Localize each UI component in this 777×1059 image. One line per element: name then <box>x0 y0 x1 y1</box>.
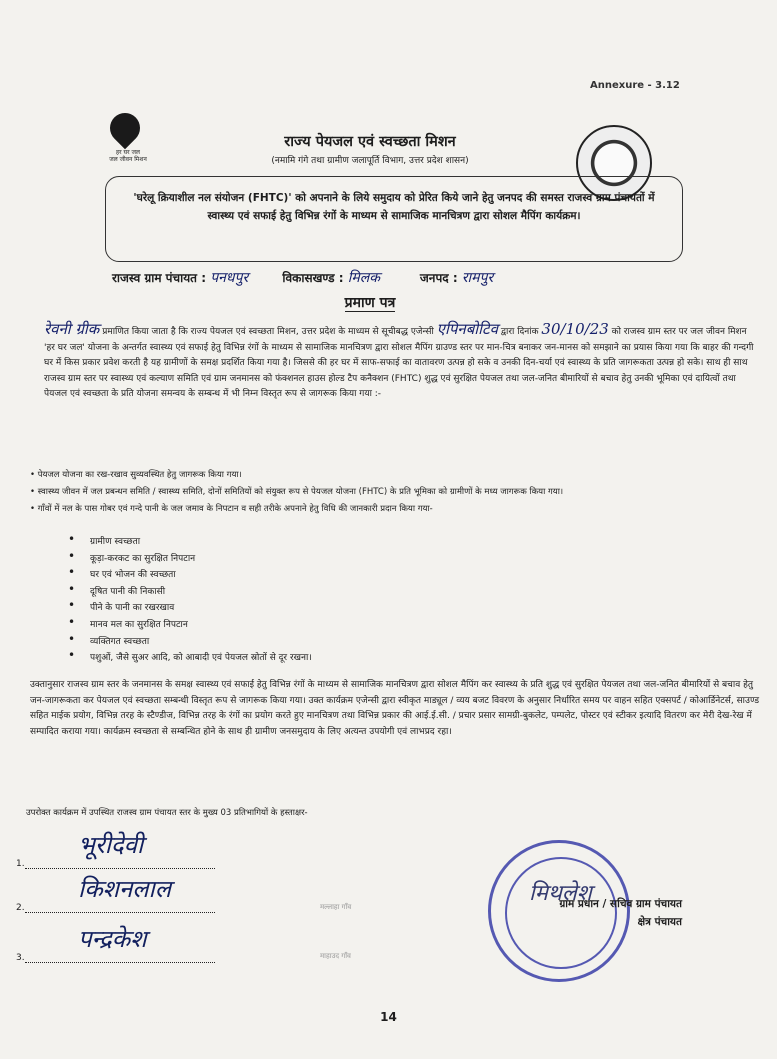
certificate-heading: प्रमाण पत्र <box>344 295 396 311</box>
handwritten-name: रेवनी ग्रीक <box>44 320 100 338</box>
block-value: मिलक <box>347 270 380 286</box>
district-label: जनपद : <box>419 271 458 285</box>
district-value: रामपुर <box>461 270 494 286</box>
water-drop-icon <box>104 107 146 149</box>
list-item: • ग्रामीण स्वच्छता <box>68 534 668 551</box>
page-number: 14 <box>380 1010 397 1024</box>
gram-panchayat-value: पनधपुर <box>210 270 249 286</box>
list-item: • स्वास्थ्य जीवन में जल प्रबन्धन समिति / स्वास्थ्य समिति, दोनों समितियों को संयुक्त रूप से पेयजल योजना (FHTC) के प्रति भूमिका को ग्रामीणों के मध्य जागरूक किया गया। <box>30 487 564 497</box>
signature-row-3: 3. पन्द्रकेश <box>16 952 215 963</box>
list-item: • गाँवों में नल के पास गोबर एवं गन्दे पानी के जल जमाव के निपटान व सही तरीके अपनाने हेतु विधि की जानकारी प्रदान किया गया- <box>30 504 433 514</box>
handwritten-signature: किशनलाल <box>78 875 172 903</box>
list-item: • दूषित पानी की निकासी <box>68 584 668 601</box>
gram-panchayat-label: राजस्व ग्राम पंचायत : <box>112 271 206 285</box>
annexure-label: Annexure - 3.12 <box>590 80 680 91</box>
logo-caption: हर घर जल जल जीवन मिशन <box>109 149 147 163</box>
location-info-line <box>112 268 672 287</box>
page-subtitle: (नमामि गंगे तथा ग्रामीण जलापूर्ति विभाग, उत्तर प्रदेश शासन) <box>271 156 469 166</box>
handwritten-date: 30/10/23 <box>541 320 609 338</box>
list-item: • पेयजल योजना का रख-रखाव सुव्यवस्थित हेतु जागरूक किया गया। <box>30 470 242 480</box>
pradhan-designation: ग्राम प्रधान / सचिव ग्राम पंचायत क्षेत्र पंचायत <box>559 898 682 928</box>
awareness-bullet-list <box>30 468 760 519</box>
list-item: • व्यक्तिगत स्वच्छता <box>68 634 668 651</box>
list-item: • कूड़ा-करकट का सुरक्षित निपटान <box>68 551 668 568</box>
certificate-paragraph: रेवनी ग्रीक प्रमाणित किया जाता है कि राज्य पेयजल एवं स्वच्छता मिशन, उत्तर प्रदेश के माध्यम से सूचीबद्ध एजेन्सी एपिनबोटिव द्वारा दिनांक 30/10/23 को राजस्व ग्राम स्तर पर जल जीवन मिशन 'हर घर जल' योजना के अन्तर्गत स्वास्थ्य एवं सफाई हेतु विभिन्न रंगों के माध्यम से सामाजिक मानचित्रण द्वारा सोशल मैपिंग ग्राउण्ड स्तर पर मान-चित्र बनाकर जन-मानस को समझाने का प्रयास किया गया कि बाहर की गन्दगी घर में किस प्रकार प्रवेश करती है यह ग्रामीणों के समक्ष प्रदर्शित किया गया है। जिससे की हर घर में साफ-सफाई का वातावरण उत्पन्न हो सके व उनकी दिन-चर्या एवं स्वास्थ्य के प्रति जागरूकता उत्पन्न हो सके। साथ ही साथ राजस्व ग्राम स्तर पर स्वास्थ्य एवं कल्याण समिति एवं ग्राम जनमानस को फंक्शनल हाउस होल्ड टैप कनैक्शन (FHTC) शुद्ध एवं सुरक्षित पेयजल तथा जल-जनित बीमारियों से बचाव हेतु उनकी भूमिका एवं दायित्वों तथा पेयजल एवं स्वच्छता के प्रति योजना समन्वय के सम्बन्ध में भी निम्न विस्तृत रूप से जागरूक किया गया :- <box>44 320 754 399</box>
list-item: • घर एवं भोजन की स्वच्छता <box>68 567 668 584</box>
list-item: • मानव मल का सुरक्षित निपटान <box>68 617 668 634</box>
handwritten-agency: एपिनबोटिव <box>436 320 498 338</box>
closing-paragraph: उक्तानुसार राजस्व ग्राम स्तर के जनमानस के समक्ष स्वास्थ्य एवं सफाई हेतु विभिन्न रंगों के माध्यम से सामाजिक मानचित्रण द्वारा सोशल मैपिंग कर स्वास्थ्य के प्रति शुद्ध एवं सुरक्षित पेयजल तथा जल-जनित बीमारियों से बचाव हेतु जन-जागरूकता कर पेयजल एवं स्वच्छता सम्बन्धी विस्तृत रूप से जागरूक किया गया। उक्त कार्यक्रम एजेन्सी द्वारा स्वीकृत माड्यूल / व्यय बजट विवरण के अनुसार निर्धारित समय पर वाहन सहित एक्सपर्ट / कोआर्डिनेटर्स, साउण्ड सहित माईक प्रयोग, विभिन्न तरह के स्टैण्डीज, विभिन्न तरह के रंगों का प्रयोग करते हुए मानचित्रण तथा विभिन्न प्रकार की आई.ई.सी. / प्रचार प्रसार सामग्री-बुकलेट, पम्पलेट, पोस्टर एवं स्टीकर इत्यादि वितरण कर मेरी देख-रेख में सम्पादित कराया गया। कार्यक्रम स्वच्छता से सम्बन्धित होने के साथ ही ग्रामीण जनसमुदाय के लिए अत्यन्त उपयोगी एवं लाभप्रद रहा। <box>30 680 760 737</box>
har-ghar-jal-logo <box>98 113 158 183</box>
signature-role-label: माहाउद गाँव <box>320 952 351 960</box>
pradhan-signature: मिथलेश <box>529 881 592 906</box>
list-item: • पशुओं, जैसे सुअर आदि, को आबादी एवं पेयजल स्रोतों से दूर रखना। <box>68 650 668 667</box>
signature-row-2: 2. किशनलाल <box>16 902 215 913</box>
signatures-intro: उपरोक्त कार्यक्रम में उपस्थित राजस्व ग्राम पंचायत स्तर के मुख्य 03 प्रतिभागियों के हस्ताक्षर- <box>26 808 308 818</box>
block-label: विकासखण्ड : <box>282 271 344 285</box>
programme-description-box: 'घरेलू क्रियाशील नल संयोजन (FHTC)' को अपनाने के लिये समुदाय को प्रेरित किये जाने हेतु जनपद की समस्त राजस्व ग्राम पंचायतों में स्वास्थ्य एवं सफाई हेतु विभिन्न रंगों के माध्यम से सामाजिक मानचित्रण द्वारा सोशल मैपिंग कार्यक्रम। <box>105 176 683 262</box>
signature-role-label: मल्लाहा गाँव <box>320 903 352 911</box>
sanitation-topics-list <box>68 534 668 667</box>
handwritten-signature: भूरीदेवी <box>78 831 144 859</box>
signature-row-1: 1. भूरीदेवी <box>16 858 215 869</box>
handwritten-signature: पन्द्रकेश <box>78 925 147 953</box>
page-title: राज्य पेयजल एवं स्वच्छता मिशन <box>284 134 456 150</box>
list-item: • पीने के पानी का रखरखाव <box>68 600 668 617</box>
